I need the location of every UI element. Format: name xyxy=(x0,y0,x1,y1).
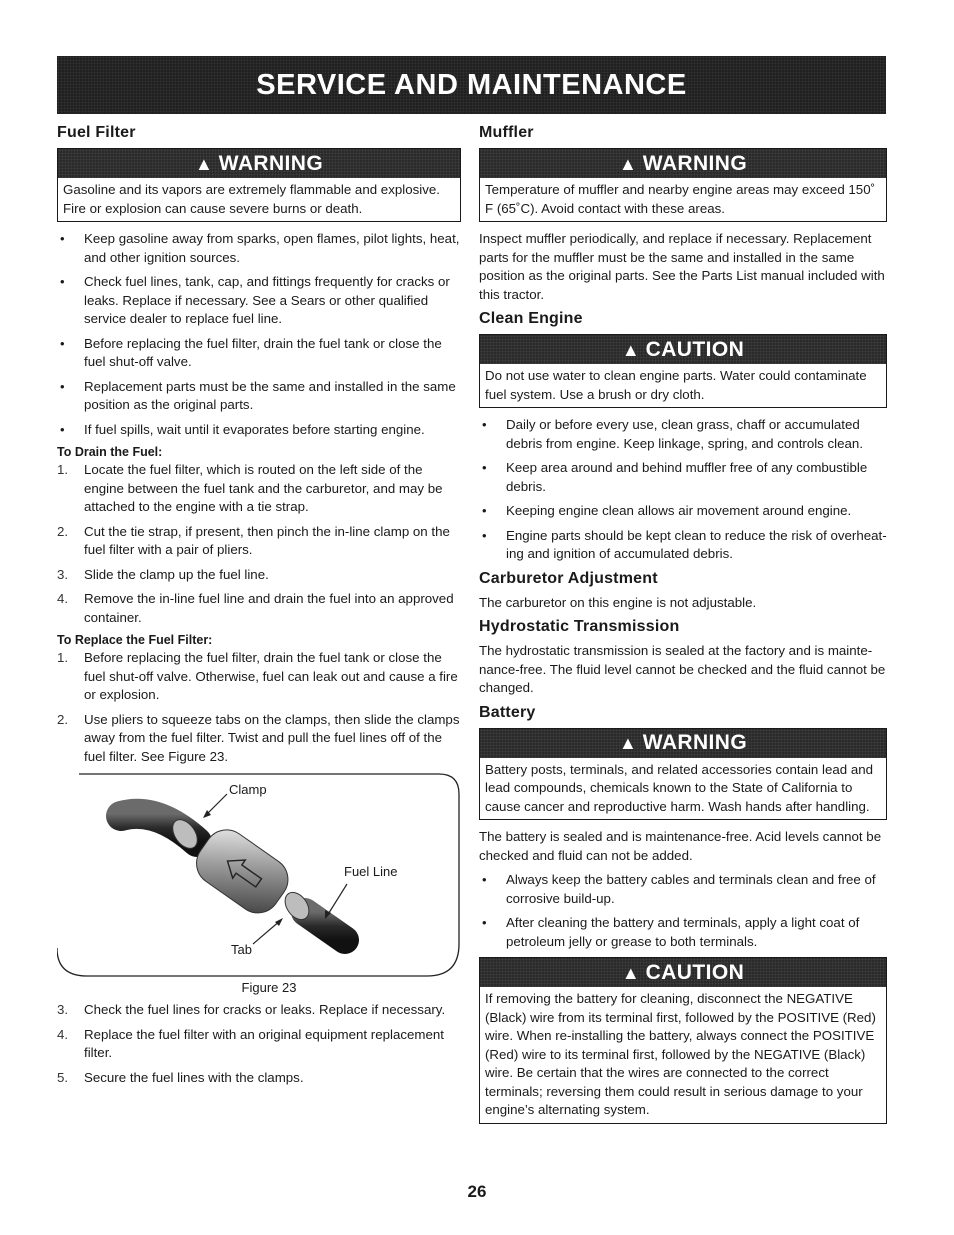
section-banner xyxy=(57,56,886,114)
figure-23 xyxy=(57,772,461,978)
caution-header xyxy=(480,335,886,364)
clamp-label: Clamp xyxy=(229,782,267,797)
fuel-filter-bullets xyxy=(57,230,461,439)
warning-header xyxy=(58,149,460,178)
fuel-filter-heading: Fuel Filter xyxy=(57,124,136,141)
hydrostatic-heading: Hydrostatic Transmission xyxy=(479,618,680,635)
list-item: 4. Replace the fuel filter with an original equipment replacement filter. xyxy=(57,1026,444,1060)
warning-label: WARNING xyxy=(642,151,748,175)
warning-text: Battery posts, terminals, and related accessories contain lead and lead compounds, chemicals known to the State of California to cause cancer and reproductive harm. Wash hands after handling. xyxy=(485,761,874,814)
list-item: 4. Remove the in-line fuel line and drain the fuel into an approved container. xyxy=(57,591,454,625)
battery-text: The battery is sealed and is maintenance-free. Acid levels cannot be checked and fluid can not be added. xyxy=(479,829,882,863)
battery-warning-box xyxy=(479,728,887,821)
list-item: • Keep gasoline away from sparks, open flames, pilot lights, heat, and other ignition sources. xyxy=(60,231,460,265)
list-item: 1. Locate the fuel filter, which is routed on the left side of the engine between the fuel tank and the carburetor, and may be attached to the engine with a tie strap. xyxy=(57,462,443,514)
battery-heading: Battery xyxy=(479,703,536,721)
list-item: • Check fuel lines, tank, cap, and fittings frequently for cracks or leaks. Replace if necessary. See a Sears or other qualified service dealer to replace fuel line. xyxy=(60,274,450,326)
caution-triangle-icon: ▲ xyxy=(621,339,640,360)
list-item: 2. Use pliers to squeeze tabs on the clamps, then slide the clamps away from the fuel filter. Twist and pull the fuel lines off of the fuel filter. See Figure 23. xyxy=(57,711,460,764)
list-item: • If fuel spills, wait until it evaporates before starting engine. xyxy=(60,421,425,437)
figure-caption: Figure 23 xyxy=(241,980,297,995)
list-item: • Engine parts should be kept clean to reduce the risk of overheat-ing and ignition of accumulated debris. xyxy=(482,527,887,561)
list-item: • Daily or before every use, clean grass, chaff or accumulated debris from engine. Keep linkage, spring, and controls clean. xyxy=(482,417,864,451)
warning-text: Temperature of muffler and nearby engine areas may exceed 150˚ F (65˚C). Avoid contact with these areas. xyxy=(485,182,876,216)
list-item: 2. Cut the tie strap, if present, then pinch the in-line clamp on the fuel filter with a pair of pliers. xyxy=(57,523,450,557)
replace-filter-steps xyxy=(57,649,461,766)
warning-header xyxy=(480,149,886,178)
fuel-line-label: Fuel Line xyxy=(344,864,398,879)
tab-label: Tab xyxy=(231,942,252,957)
list-item: 3. Check the fuel lines for cracks or leaks. Replace if necessary. xyxy=(57,1002,446,1017)
caution-text: If removing the battery for cleaning, disconnect the NEGATIVE (Black) wire from its terminal first, followed by the POSITIVE (Red) wire. When re-installing the battery, always connect the POSITIVE (Red) wire to its terminal first, followed by the NEGATIVE (Black) wire. Be certain that the wires are connected to the correct terminals; reversing them could result in serious damage to your engine’s alternating system. xyxy=(485,991,876,1117)
list-item: • Keeping engine clean allows air movement around engine. xyxy=(482,503,852,518)
clean-engine-heading: Clean Engine xyxy=(479,310,583,327)
list-item: • Before replacing the fuel filter, drain the fuel tank or close the fuel shut-off valve. xyxy=(60,335,442,369)
replace-filter-steps-continued xyxy=(57,1001,461,1087)
list-item: 3. Slide the clamp up the fuel line. xyxy=(57,566,269,582)
list-item: • Replacement parts must be the same and installed in the same position as the original parts. xyxy=(60,378,456,412)
replace-filter-subheading: To Replace the Fuel Filter: xyxy=(57,633,213,647)
hydrostatic-text: The hydrostatic transmission is sealed at the factory and is mainte-nance-free. The fluid level cannot be checked and the fluid cannot be changed. xyxy=(479,643,886,695)
page-number: 26 xyxy=(467,1182,487,1201)
caution-label: CAUTION xyxy=(645,960,745,984)
muffler-text: Inspect muffler periodically, and replace if necessary. Replacement parts for the muffler must be the same and installed in the same position as the original parts. See the Parts List manual included with this tractor. xyxy=(479,231,885,302)
list-item: 1. Before replacing the fuel filter, drain the fuel tank or close the fuel shut-off valve. Otherwise, fuel can leak out and cause a fire or explosion. xyxy=(57,650,458,702)
warning-text: Gasoline and its vapors are extremely flammable and explosive. Fire or explosion can cause severe burns or death. xyxy=(63,182,440,216)
clean-engine-caution-box xyxy=(479,334,887,408)
list-item: • After cleaning the battery and terminals, apply a light coat of petroleum jelly or grease to both terminals. xyxy=(482,915,860,949)
page-title: SERVICE AND MAINTENANCE xyxy=(256,68,687,101)
fuel-filter-warning-box xyxy=(57,148,461,222)
drain-fuel-subheading: To Drain the Fuel: xyxy=(57,445,163,459)
list-item: • Always keep the battery cables and terminals clean and free of corrosive build-up. xyxy=(482,872,876,906)
caution-triangle-icon: ▲ xyxy=(621,962,640,983)
left-column xyxy=(57,122,461,1093)
right-column xyxy=(479,122,887,1132)
carburetor-heading: Carburetor Adjustment xyxy=(479,569,658,587)
drain-fuel-steps xyxy=(57,461,461,627)
warning-triangle-icon: ▲ xyxy=(618,153,637,174)
warning-label: WARNING xyxy=(218,151,324,175)
battery-bullets xyxy=(479,871,887,951)
carburetor-text: The carburetor on this engine is not adjustable. xyxy=(479,594,757,610)
fuel-filter-illustration xyxy=(57,772,461,978)
warning-header xyxy=(480,729,886,758)
warning-label: WARNING xyxy=(642,731,748,754)
caution-text: Do not use water to clean engine parts. Water could contaminate fuel system. Use a brush or dry cloth. xyxy=(485,368,867,402)
list-item: 5. Secure the fuel lines with the clamps. xyxy=(57,1069,304,1085)
warning-triangle-icon: ▲ xyxy=(194,153,213,174)
battery-caution-box xyxy=(479,957,887,1124)
muffler-heading: Muffler xyxy=(479,124,534,141)
caution-header xyxy=(480,958,886,987)
warning-triangle-icon: ▲ xyxy=(618,733,637,753)
caution-label: CAUTION xyxy=(645,337,745,361)
clean-engine-bullets xyxy=(479,416,887,564)
list-item: • Keep area around and behind muffler free of any combustible debris. xyxy=(482,460,868,494)
muffler-warning-box xyxy=(479,148,887,222)
